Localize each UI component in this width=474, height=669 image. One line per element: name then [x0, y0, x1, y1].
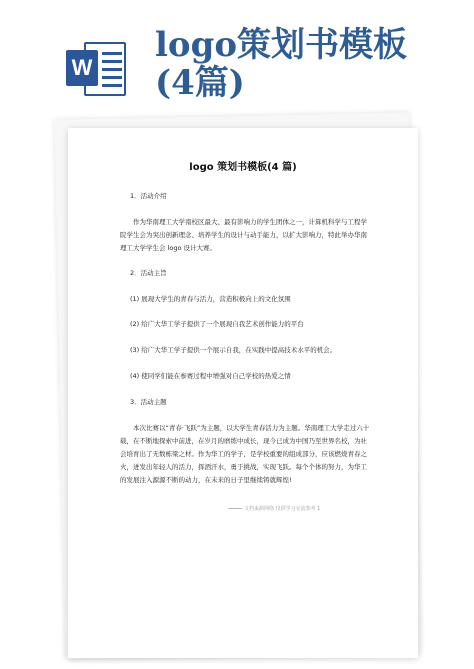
page-footer: [228, 505, 320, 512]
list-item: (3) 给广大华工学子提供一个展示自我，在实践中提高技术水平的机会。: [130, 346, 337, 354]
footer-text: 文档来源网络 仅供学习交流参考 1: [244, 506, 321, 512]
section-heading-3: 3．活动主题: [130, 398, 167, 406]
word-badge: W: [66, 50, 98, 86]
word-icon: [66, 38, 128, 100]
list-item: (2) 给广大华工学子提供了一个展现自我艺术创作能力的平台: [130, 320, 304, 328]
section-paragraph-1: 作为华南理工大学南校区最大、最有影响力的学生团体之一，计算机科学与工程学院学生会为突出创新理念、培养学生的设计与动手能力，以扩大影响力，特此举办华南理工大学学生会 logo 设计大赛。: [120, 218, 367, 252]
banner: [0, 0, 474, 110]
section-heading-1: 1．活动介绍: [130, 192, 167, 200]
footer-rule: [228, 508, 242, 509]
document-title: logo 策划书模板(4 篇): [189, 162, 297, 173]
section-paragraph-3: 本次比赛以“青春·飞跃”为主题，以大学生青春活力为主题。华南理工大学走过六十载，在不断地探索中前进，在岁月的磨练中成长，现今已成为中国乃至世界名校，为社会培育出了无数栋梁之材。作为华工的学子，是学校重要的组成部分，应该燃烧青春之火，迸发出年轻人的活力，挥洒汗水，勇于挑战，实现飞跃。每个个体的努力，为华工的发展注入源源不断的动力，在未来的日子里继续铸就辉煌!: [120, 424, 370, 484]
list-item: (1) 展现大学生的青春与活力，营造积极向上的文化氛围: [130, 295, 291, 303]
section-heading-2: 2．活动主旨: [130, 269, 167, 277]
document-page: [68, 128, 418, 658]
banner-title: logo策划书模板(4篇): [155, 25, 408, 103]
list-item: (4) 使同学们能在参赛过程中增强对自己学校的热爱之情: [130, 372, 291, 380]
